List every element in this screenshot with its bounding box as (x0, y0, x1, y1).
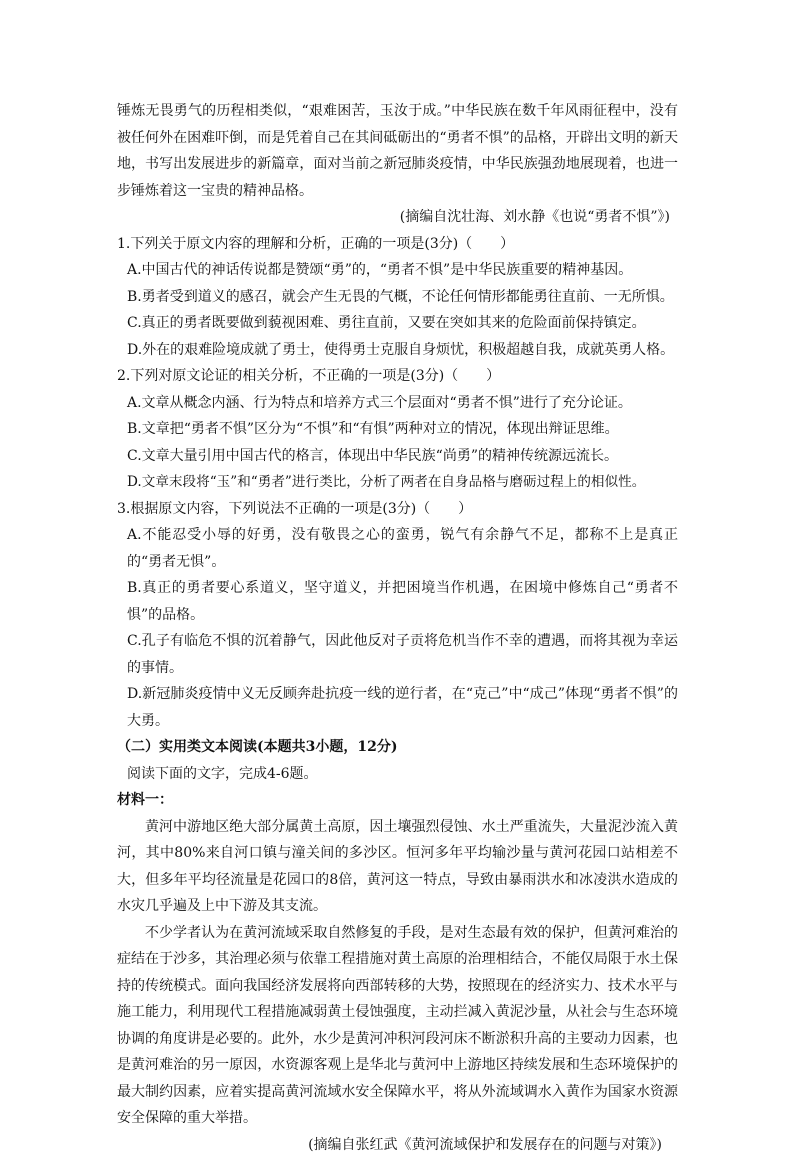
option-c: C.文章大量引用中国古代的格言，体现出中华民族“尚勇”的精神传统源远流长。 (117, 443, 678, 470)
option-c: C.孔子有临危不惧的沉着静气，因此他反对子贡将危机当作不幸的遭遇，而将其视为幸运的事情。 (117, 628, 678, 681)
option-b: B.勇者受到道义的感召，就会产生无畏的气概，不论任何情形都能勇往直前、一无所惧。 (117, 284, 678, 311)
option-d: D.外在的艰难险境成就了勇士，使得勇士克服自身烦忧，积极超越自我，成就英勇人格。 (117, 337, 678, 364)
intro-paragraph: 锤炼无畏勇气的历程相类似，“艰难困苦，玉汝于成。”中华民族在数千年风雨征程中，没有被任何外在困难吓倒，而是凭着自己在其间砥砺出的“勇者不惧”的品格，开辟出文明的新天地，书写出发展进步的新篇章，面对当前之新冠肺炎疫情，中华民族强劲地展现着，也进一步锤炼着这一宝贵的精神品格。 (117, 98, 678, 204)
option-a: A.中国古代的神话传说都是赞颂“勇”的，“勇者不惧”是中华民族重要的精神基因。 (117, 257, 678, 284)
question-stem: 2.下列对原文论证的相关分析，不正确的一项是(3分)（ ） (117, 363, 678, 390)
question-3 (117, 496, 678, 735)
option-d: D.新冠肺炎疫情中义无反顾奔赴抗疫一线的逆行者，在“克己”中“成己”体现“勇者不惧”的大勇。 (117, 681, 678, 734)
option-d: D.文章末段将“玉”和“勇者”进行类比，分析了两者在自身品格与磨砺过程上的相似性。 (117, 469, 678, 496)
question-2 (117, 363, 678, 496)
question-stem: 1.下列关于原文内容的理解和分析，正确的一项是(3分)（ ） (117, 231, 678, 258)
material-label: 材料一： (117, 787, 678, 814)
intro-source: (摘编自沈壮海、刘水静《也说“勇者不惧”》) (117, 204, 678, 231)
question-stem: 3.根据原文内容，下列说法不正确的一项是(3分)（ ） (117, 496, 678, 523)
option-b: B.真正的勇者要心系道义，坚守道义，并把困境当作机遇，在困境中修炼自己“勇者不惧”的品格。 (117, 575, 678, 628)
section-instruction: 阅读下面的文字，完成4-6题。 (117, 761, 678, 788)
material-paragraph: 不少学者认为在黄河流域采取自然修复的手段，是对生态最有效的保护，但黄河难治的症结在于沙多，其治理必须与依靠工程措施对黄土高原的治理相结合，不能仅局限于水土保持的传统模式。面向我国经济发展将向西部转移的大势，按照现在的经济实力、技术水平与施工能力，利用现代工程措施减弱黄土侵蚀强度，主动拦减入黄泥沙量，从社会与生态环境协调的角度讲是必要的。此外，水少是黄河冲积河段河床不断淤积升高的主要动力因素，也是黄河难治的另一原因，水资源客观上是华北与黄河中上游地区持续发展和生态环境保护的最大制约因素，应着实提高黄河流域水安全保障水平，将从外流域调水入黄作为国家水资源安全保障的重大举措。 (117, 920, 678, 1132)
option-c: C.真正的勇者既要做到藐视困难、勇往直前，又要在突如其来的危险面前保持镇定。 (117, 310, 678, 337)
material-paragraph: 黄河中游地区绝大部分属黄土高原，因土壤强烈侵蚀、水土严重流失，大量泥沙流入黄河，其中80%来自河口镇与潼关间的多沙区。恒河多年平均输沙量与黄河花园口站相差不大，但多年平均径流量是花园口的8倍，黄河这一特点，导致由暴雨洪水和冰凌洪水造成的水灾几乎遍及上中下游及其支流。 (117, 814, 678, 920)
material-source: (摘编自张红武《黄河流域保护和发展存在的问题与对策》) (117, 1132, 678, 1158)
option-b: B.文章把“勇者不惧”区分为“不惧”和“有惧”两种对立的情况，体现出辩证思维。 (117, 416, 678, 443)
option-a: A.不能忍受小辱的好勇，没有敬畏之心的蛮勇，锐气有余静气不足，都称不上是真正的“勇者无惧”。 (117, 522, 678, 575)
document-body (117, 98, 678, 1158)
question-1 (117, 231, 678, 364)
option-a: A.文章从概念内涵、行为特点和培养方式三个层面对“勇者不惧”进行了充分论证。 (117, 390, 678, 417)
section-heading: （二）实用类文本阅读(本题共3小题，12分) (117, 734, 678, 761)
